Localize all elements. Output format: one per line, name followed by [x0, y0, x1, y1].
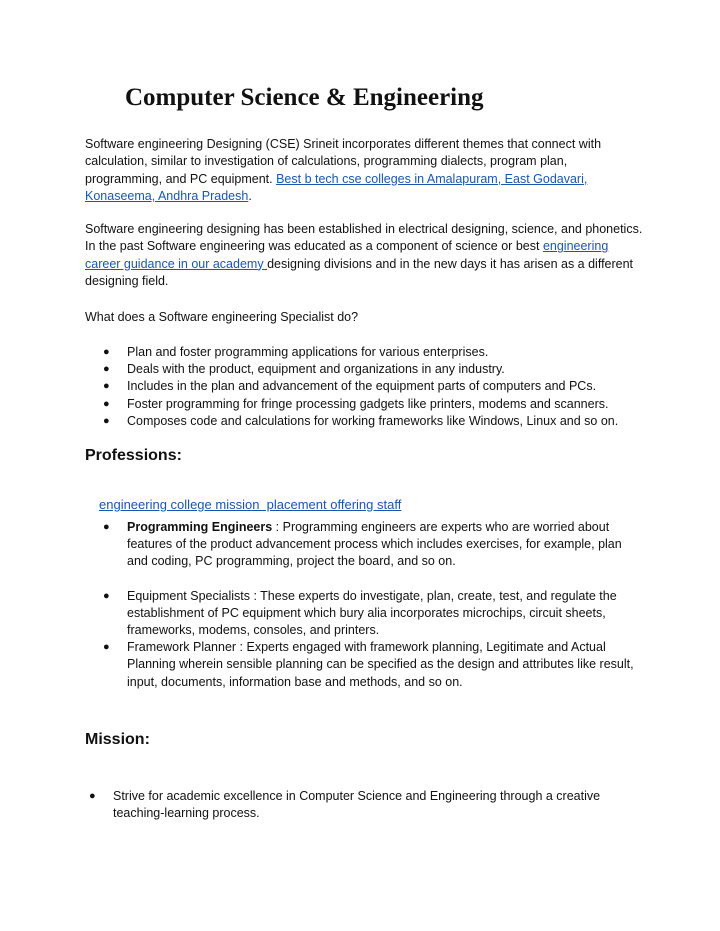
bullet-icon: ● — [103, 589, 110, 602]
bullet-icon: ● — [103, 363, 110, 376]
intro-paragraph-2-text-b: designing divisions and in the new days it has arisen as a different designing field. — [85, 256, 634, 288]
best-btech-colleges-link[interactable]: Best b tech cse colleges in Amalapuram, East Godavari, Konaseema, Andhra Pradesh — [85, 171, 588, 203]
intro-paragraph-1-text: Software engineering Designing (CSE) Srineit incorporates different themes that connect with calculation, similar to investigation of calculations, programming dialects, program plan, programming, and PC equipment. — [85, 137, 602, 186]
professions-heading: Professions: — [85, 447, 182, 464]
intro-paragraph-1-end: . — [248, 188, 252, 203]
list-item — [85, 788, 645, 822]
bullet-icon: ● — [103, 346, 110, 358]
bullet-icon: ● — [103, 397, 110, 410]
bullet-icon: ● — [103, 380, 110, 393]
list-item-text: Plan and foster programming applications for various enterprises. — [127, 345, 489, 359]
list-item — [85, 639, 645, 691]
mission-heading: Mission: — [85, 731, 150, 748]
intro-paragraph-1 — [85, 136, 645, 205]
bullet-icon: ● — [103, 641, 110, 654]
list-item-text: Strive for academic excellence in Computer Science and Engineering through a creative teaching-learning process. — [113, 789, 601, 821]
mission-placement-link[interactable]: engineering college mission placement offering staff — [99, 497, 402, 512]
professions-list — [85, 519, 645, 691]
intro-paragraph-2 — [85, 221, 645, 290]
list-item-text: Foster programming for fringe processing gadgets like printers, modems and scanners. — [127, 396, 609, 411]
list-item-text: Includes in the plan and advancement of the equipment parts of computers and PCs. — [127, 379, 597, 394]
page-title: Computer Science & Engineering — [125, 84, 484, 111]
list-item — [85, 413, 645, 430]
duties-list — [85, 344, 645, 430]
career-guidance-link[interactable]: engineering career guidance in our academy — [85, 239, 609, 271]
list-item — [85, 519, 645, 571]
profession-text: : Programming engineers are experts who are worried about features of the product advancement process which includes exercises, for example, plan and coding, PC programming, project the board, and so on. — [127, 520, 622, 569]
list-item-text: Deals with the product, equipment and organizations in any industry. — [127, 362, 505, 377]
mission-list — [85, 788, 645, 822]
list-item — [85, 344, 645, 361]
list-item — [85, 378, 645, 395]
list-item — [85, 361, 645, 378]
profession-text: Framework Planner : Experts engaged with framework planning, Legitimate and Actual Planning wherein sensible planning can be specified as the design and attributes like result, input, documents, information base and methods, and so on. — [127, 640, 634, 689]
intro-paragraph-2-text-a: Software engineering designing has been established in electrical designing, science, and phonetics. In the past Software engineering was educated as a component of science or best — [85, 222, 643, 254]
list-item-text: Composes code and calculations for working frameworks like Windows, Linux and so on. — [127, 413, 619, 428]
profession-text: Equipment Specialists : These experts do investigate, plan, create, test, and regulate the establishment of PC equipment which bury alia incorporates microchips, circuit sheets, frameworks, modems, consoles, and printers. — [127, 588, 617, 638]
bullet-icon: ● — [103, 521, 110, 533]
list-item — [85, 396, 645, 413]
bullet-icon: ● — [89, 790, 96, 802]
profession-title: Programming Engineers — [127, 520, 273, 534]
list-item — [85, 588, 645, 640]
bullet-icon: ● — [103, 414, 110, 427]
specialist-question: What does a Software engineering Specialist do? — [85, 310, 359, 324]
